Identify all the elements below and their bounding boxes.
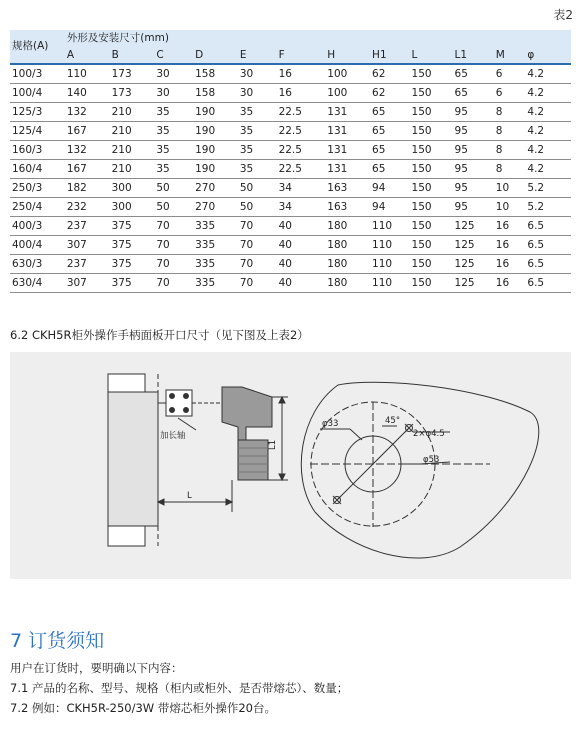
table-cell: 94 bbox=[372, 182, 386, 194]
table-cell: 50 bbox=[239, 201, 254, 213]
table-cell: 125 bbox=[454, 220, 475, 232]
table-cell: 4.2 bbox=[527, 125, 545, 137]
table-cell: 131 bbox=[327, 106, 348, 118]
section-6-2-heading: 6.2 CKH5R柜外操作手柄面板开口尺寸（见下图及上表2） bbox=[10, 328, 309, 342]
spec-cell: 630/4 bbox=[12, 277, 43, 289]
table-cell: 65 bbox=[372, 125, 386, 137]
table-cell: 95 bbox=[454, 182, 468, 194]
table-cell: 335 bbox=[195, 239, 216, 251]
table-cell: 375 bbox=[111, 220, 132, 232]
table-cell: 35 bbox=[156, 144, 170, 156]
table-cell: 35 bbox=[156, 163, 170, 175]
column-header-row bbox=[10, 47, 571, 64]
table-cell: 150 bbox=[411, 68, 432, 80]
table-cell: 70 bbox=[156, 220, 170, 232]
table-cell: 6.5 bbox=[527, 258, 545, 270]
table-cell: 4.2 bbox=[527, 68, 545, 80]
column-header: D bbox=[195, 47, 240, 64]
table-cell: 307 bbox=[66, 239, 87, 251]
table-cell: 6.5 bbox=[527, 239, 545, 251]
table-cell: 180 bbox=[327, 258, 348, 270]
table-body bbox=[10, 64, 571, 293]
table-cell: 150 bbox=[411, 277, 432, 289]
table-cell: 34 bbox=[278, 182, 292, 194]
column-header: C bbox=[156, 47, 195, 64]
dim-phi33-label: φ33 bbox=[322, 419, 339, 429]
spec-cell: 160/4 bbox=[12, 163, 43, 175]
table-row bbox=[10, 122, 571, 141]
table-cell: 190 bbox=[195, 144, 216, 156]
order-line-1: 用户在订货时，要明确以下内容： bbox=[10, 661, 183, 675]
table-cell: 34 bbox=[278, 201, 292, 213]
table-cell: 270 bbox=[195, 201, 216, 213]
table-cell: 62 bbox=[372, 87, 386, 99]
table-cell: 167 bbox=[66, 125, 87, 137]
table-cell: 22.5 bbox=[278, 163, 302, 175]
table-cell: 5.2 bbox=[527, 201, 545, 213]
table-cell: 30 bbox=[239, 87, 254, 99]
table-cell: 190 bbox=[195, 106, 216, 118]
table-cell: 35 bbox=[156, 125, 170, 137]
table-cell: 100 bbox=[327, 87, 348, 99]
table-cell: 180 bbox=[327, 277, 348, 289]
spec-cell: 400/4 bbox=[12, 239, 43, 251]
table-cell: 131 bbox=[327, 163, 348, 175]
table-cell: 167 bbox=[66, 163, 87, 175]
table-cell: 40 bbox=[278, 258, 292, 270]
column-header: M bbox=[496, 47, 528, 64]
table-cell: 22.5 bbox=[278, 125, 302, 137]
table-cell: 150 bbox=[411, 201, 432, 213]
table-cell: 65 bbox=[372, 144, 386, 156]
table-cell: 95 bbox=[454, 125, 468, 137]
table-cell: 95 bbox=[454, 201, 468, 213]
table-cell: 65 bbox=[372, 163, 386, 175]
table-cell: 163 bbox=[327, 182, 348, 194]
table-cell: 4.2 bbox=[527, 144, 545, 156]
table-cell: 8 bbox=[495, 144, 503, 156]
table-cell: 16 bbox=[495, 277, 510, 289]
table-row bbox=[10, 255, 571, 274]
table-cell: 300 bbox=[111, 182, 132, 194]
table-cell: 131 bbox=[327, 125, 348, 137]
table-cell: 65 bbox=[454, 87, 468, 99]
table-cell: 6.5 bbox=[527, 277, 545, 289]
table-cell: 16 bbox=[278, 68, 292, 80]
extension-shaft-label: 加长轴 bbox=[160, 431, 186, 441]
spec-cell: 400/3 bbox=[12, 220, 43, 232]
table-cell: 6 bbox=[495, 68, 503, 80]
table-row bbox=[10, 160, 571, 179]
table-cell: 158 bbox=[195, 87, 216, 99]
table-row bbox=[10, 103, 571, 122]
table-cell: 6 bbox=[495, 87, 503, 99]
table-cell: 16 bbox=[495, 239, 510, 251]
table-cell: 40 bbox=[278, 220, 292, 232]
spec-header: 规格(A) bbox=[10, 30, 67, 64]
table-cell: 65 bbox=[454, 68, 468, 80]
table-row bbox=[10, 179, 571, 198]
column-header: E bbox=[240, 47, 279, 64]
table-cell: 40 bbox=[278, 277, 292, 289]
table-cell: 22.5 bbox=[278, 144, 302, 156]
table-cell: 210 bbox=[111, 125, 132, 137]
table-cell: 8 bbox=[495, 106, 503, 118]
diagram-svg bbox=[10, 352, 571, 579]
table-cell: 210 bbox=[111, 163, 132, 175]
table-cell: 131 bbox=[327, 144, 348, 156]
table-cell: 173 bbox=[111, 87, 132, 99]
door-panel bbox=[108, 392, 158, 526]
faceplate-outline bbox=[301, 382, 539, 558]
table-cell: 237 bbox=[66, 220, 87, 232]
table-cell: 375 bbox=[111, 239, 132, 251]
table-cell: 125 bbox=[454, 258, 475, 270]
table-cell: 210 bbox=[111, 144, 132, 156]
table-cell: 30 bbox=[239, 68, 254, 80]
table-cell: 70 bbox=[239, 277, 254, 289]
group-header: 外形及安装尺寸(mm) bbox=[67, 30, 571, 47]
column-header: H1 bbox=[372, 47, 411, 64]
table-cell: 22.5 bbox=[278, 106, 302, 118]
spec-cell: 100/3 bbox=[12, 68, 43, 80]
spec-cell: 125/3 bbox=[12, 106, 43, 118]
table-cell: 10 bbox=[495, 201, 510, 213]
spec-cell: 125/4 bbox=[12, 125, 43, 137]
table-cell: 95 bbox=[454, 106, 468, 118]
table-cell: 270 bbox=[195, 182, 216, 194]
table-cell: 150 bbox=[411, 125, 432, 137]
table-cell: 65 bbox=[372, 106, 386, 118]
table-row bbox=[10, 198, 571, 217]
table-cell: 300 bbox=[111, 201, 132, 213]
table-cell: 232 bbox=[66, 201, 87, 213]
table-cell: 335 bbox=[195, 258, 216, 270]
handle-head bbox=[222, 387, 272, 442]
table-cell: 4.2 bbox=[527, 87, 545, 99]
table-cell: 150 bbox=[411, 258, 432, 270]
table-cell: 50 bbox=[156, 182, 170, 194]
table-row bbox=[10, 84, 571, 103]
column-header: φ bbox=[527, 47, 571, 64]
table-cell: 30 bbox=[156, 68, 170, 80]
table-cell: 182 bbox=[66, 182, 87, 194]
dim-L1-label: L1 bbox=[268, 439, 278, 450]
dim-phi53-label: φ53 bbox=[423, 455, 440, 465]
table-label: 表2 bbox=[553, 8, 573, 22]
table-cell: 95 bbox=[454, 144, 468, 156]
table-cell: 125 bbox=[454, 277, 475, 289]
dim-2x45-label: 2×φ4.5 bbox=[413, 429, 445, 439]
column-header: B bbox=[112, 47, 157, 64]
table-row bbox=[10, 141, 571, 160]
table-cell: 110 bbox=[372, 220, 393, 232]
table-cell: 125 bbox=[454, 239, 475, 251]
table-cell: 132 bbox=[66, 106, 87, 118]
table-cell: 140 bbox=[66, 87, 87, 99]
handle-diagram bbox=[10, 352, 571, 579]
table-cell: 150 bbox=[411, 87, 432, 99]
table-cell: 335 bbox=[195, 277, 216, 289]
table-cell: 70 bbox=[239, 239, 254, 251]
spec-cell: 160/3 bbox=[12, 144, 43, 156]
table-row bbox=[10, 217, 571, 236]
table-row bbox=[10, 64, 571, 84]
table-cell: 8 bbox=[495, 125, 503, 137]
column-header: L1 bbox=[455, 47, 496, 64]
table-cell: 16 bbox=[495, 220, 510, 232]
table-cell: 8 bbox=[495, 163, 503, 175]
table-cell: 94 bbox=[372, 201, 386, 213]
table-cell: 307 bbox=[66, 277, 87, 289]
table-cell: 150 bbox=[411, 220, 432, 232]
column-header: F bbox=[279, 47, 328, 64]
column-header: H bbox=[327, 47, 372, 64]
table-cell: 132 bbox=[66, 144, 87, 156]
table-cell: 237 bbox=[66, 258, 87, 270]
table-cell: 30 bbox=[156, 87, 170, 99]
spec-cell: 100/4 bbox=[12, 87, 43, 99]
table-cell: 10 bbox=[495, 182, 510, 194]
table-cell: 150 bbox=[411, 239, 432, 251]
table-cell: 173 bbox=[111, 68, 132, 80]
table-cell: 4.2 bbox=[527, 163, 545, 175]
table-cell: 150 bbox=[411, 144, 432, 156]
table-cell: 150 bbox=[411, 106, 432, 118]
table-cell: 4.2 bbox=[527, 106, 545, 118]
table-cell: 35 bbox=[239, 125, 254, 137]
column-header: A bbox=[67, 47, 112, 64]
table-cell: 190 bbox=[195, 125, 216, 137]
table-row bbox=[10, 236, 571, 255]
column-header: L bbox=[412, 47, 455, 64]
table-row bbox=[10, 274, 571, 293]
table-cell: 210 bbox=[111, 106, 132, 118]
table-cell: 16 bbox=[278, 87, 292, 99]
section-7-title: 7 订货须知 bbox=[10, 630, 105, 652]
table-cell: 5.2 bbox=[527, 182, 545, 194]
table-cell: 70 bbox=[156, 258, 170, 270]
order-line-3: 7.2 例如：CKH5R-250/3W 带熔芯柜外操作20台。 bbox=[10, 701, 276, 715]
table-cell: 6.5 bbox=[527, 220, 545, 232]
table-cell: 95 bbox=[454, 163, 468, 175]
spec-cell: 250/4 bbox=[12, 201, 43, 213]
table-cell: 190 bbox=[195, 163, 216, 175]
table-cell: 375 bbox=[111, 277, 132, 289]
table-cell: 100 bbox=[327, 68, 348, 80]
table-cell: 70 bbox=[156, 277, 170, 289]
handle-grip bbox=[238, 440, 268, 480]
table-cell: 70 bbox=[156, 239, 170, 251]
table-cell: 110 bbox=[372, 277, 393, 289]
table-cell: 40 bbox=[278, 239, 292, 251]
table-cell: 50 bbox=[239, 182, 254, 194]
dim-45deg-label: 45° bbox=[385, 416, 401, 426]
table-header-row bbox=[10, 30, 571, 47]
spec-cell: 630/3 bbox=[12, 258, 43, 270]
table-cell: 35 bbox=[239, 144, 254, 156]
table-cell: 163 bbox=[327, 201, 348, 213]
table-cell: 110 bbox=[372, 239, 393, 251]
table-cell: 150 bbox=[411, 182, 432, 194]
table-cell: 35 bbox=[156, 106, 170, 118]
spec-cell: 250/3 bbox=[12, 182, 43, 194]
table-cell: 180 bbox=[327, 239, 348, 251]
table-cell: 150 bbox=[411, 163, 432, 175]
table-cell: 70 bbox=[239, 220, 254, 232]
dim-L-label: L bbox=[187, 491, 192, 501]
dimension-table bbox=[10, 30, 571, 293]
table-cell: 16 bbox=[495, 258, 510, 270]
table-cell: 62 bbox=[372, 68, 386, 80]
table-cell: 110 bbox=[66, 68, 87, 80]
table-cell: 35 bbox=[239, 106, 254, 118]
table-cell: 335 bbox=[195, 220, 216, 232]
order-line-2: 7.1 产品的名称、型号、规格（柜内或柜外、是否带熔芯）、数量； bbox=[10, 681, 349, 695]
table-cell: 110 bbox=[372, 258, 393, 270]
table-cell: 50 bbox=[156, 201, 170, 213]
table-cell: 70 bbox=[239, 258, 254, 270]
table-cell: 35 bbox=[239, 163, 254, 175]
table-cell: 375 bbox=[111, 258, 132, 270]
table-cell: 180 bbox=[327, 220, 348, 232]
table-cell: 158 bbox=[195, 68, 216, 80]
